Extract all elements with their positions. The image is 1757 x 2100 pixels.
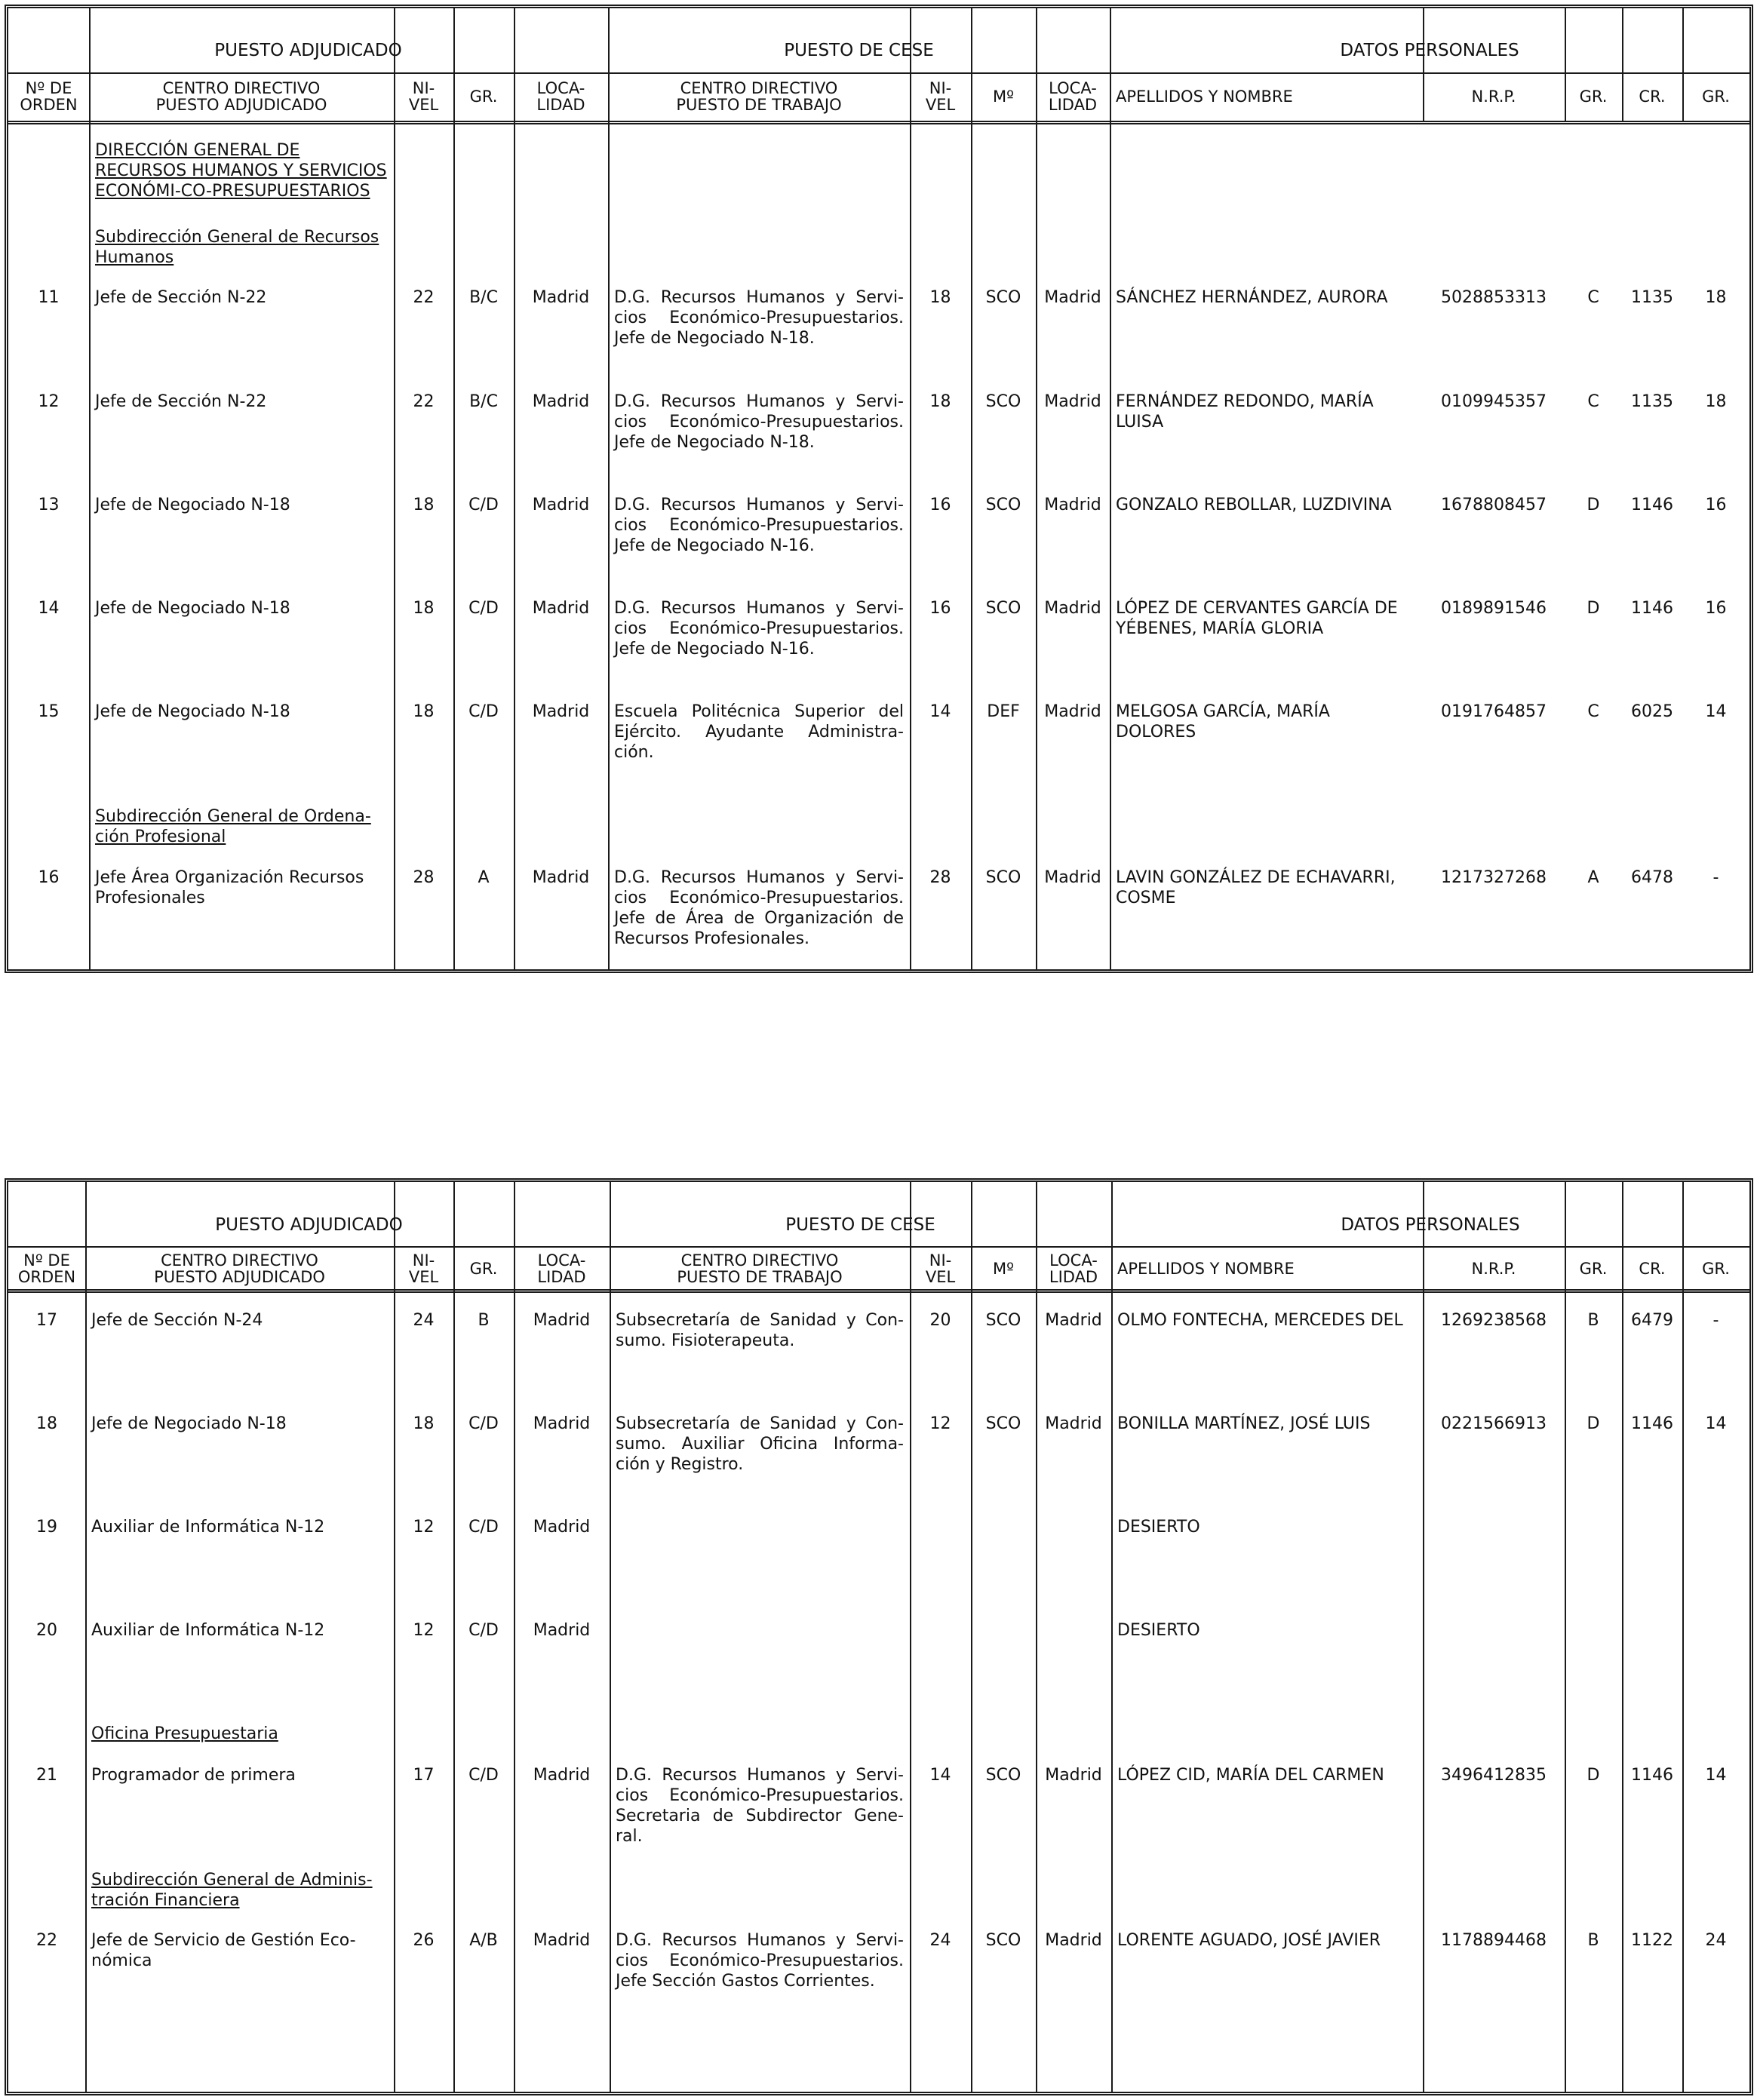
cell-cese: D.G. Recursos Humanos y Servi-cios Económico-Presupuestarios. Jefe de Negociado N-16. [614,496,904,555]
cell-nivel: 18 [413,496,435,514]
col-header-cr: CR. [1639,1260,1666,1278]
cell-localidad-cese: Madrid [1045,1766,1102,1785]
cell-nivel: 26 [413,1931,435,1950]
cell-gr-consolidado: 16 [1705,599,1727,618]
col-header-localidad-cese: LOCA- LIDAD [1048,79,1098,114]
col-header-localidad: LOCA- LIDAD [537,1251,586,1286]
cell-gr: A [478,868,490,887]
section-title: Subdirección General de Recursos Humanos [95,228,379,267]
cell-cese: D.G. Recursos Humanos y Servi-cios Económico-Presupuestarios. Jefe de Negociado N-16. [614,599,904,659]
cell-nombre: SÁNCHEZ HERNÁNDEZ, AURORA [1116,288,1388,307]
cell-gr-personal: B [1587,1931,1599,1950]
cell-nivel-cese: 24 [929,1931,951,1950]
cell-gr-consolidado: 18 [1705,288,1727,307]
cell-localidad: Madrid [533,1931,591,1950]
cell-gr: C/D [468,1518,499,1537]
table-row [8,598,1749,689]
cell-puesto: Programador de primera [91,1766,296,1785]
cell-cr: 1135 [1631,288,1673,307]
cell-nombre: MELGOSA GARCÍA, MARÍA DOLORES [1116,702,1330,741]
cell-puesto: Jefe de Servicio de Gestión Eco-nómica [91,1931,356,1970]
cell-cr: 1146 [1631,496,1673,514]
cell-localidad: Madrid [532,702,590,721]
cell-orden: 11 [38,288,60,307]
cell-cr: 6478 [1631,868,1673,887]
table-row [8,702,1749,792]
cell-orden: 13 [38,496,60,514]
column-divider [971,8,972,969]
cell-gr-consolidado: - [1712,868,1719,887]
col-header-gr-consolidado: GR. [1702,1260,1730,1278]
col-header-apellidos: APELLIDOS Y NOMBRE [1116,88,1293,106]
cell-gr-personal: D [1587,1414,1600,1433]
group-header-adjudicado: PUESTO ADJUDICADO [214,41,402,60]
cell-orden: 21 [36,1766,57,1785]
cell-gr-personal: D [1587,496,1600,514]
table-row [8,1310,1749,1393]
cell-puesto: Jefe de Negociado N-18 [91,1414,287,1433]
table-row [8,1765,1749,1856]
cell-cese: Subsecretaría de Sanidad y Con-sumo. Fisioterapeuta. [616,1311,904,1350]
cell-nombre: DESIERTO [1117,1518,1200,1537]
cell-nrp: 1269238568 [1441,1311,1547,1330]
cell-nombre: LORENTE AGUADO, JOSÉ JAVIER [1117,1931,1381,1950]
cell-localidad: Madrid [532,392,590,411]
cell-ministerio: SCO [985,599,1021,618]
cell-puesto: Jefe de Sección N-22 [95,392,267,411]
cell-cese: D.G. Recursos Humanos y Servi-cios Económico-Presupuestarios. Jefe de Negociado N-18. [614,392,904,452]
cell-nombre: GONZALO REBOLLAR, LUZDIVINA [1116,496,1392,514]
cell-localidad-cese: Madrid [1044,496,1101,514]
cell-nivel: 18 [413,1414,435,1433]
cell-gr-personal: D [1587,1766,1600,1785]
col-header-gr: GR. [469,88,498,106]
cell-gr-personal: A [1587,868,1599,887]
col-header-orden: Nº DE ORDEN [20,79,78,114]
cell-gr: B/C [469,392,498,411]
cell-ministerio: DEF [987,702,1020,721]
cell-puesto: Jefe de Negociado N-18 [95,599,290,618]
cell-ministerio: SCO [985,1931,1021,1950]
col-header-localidad-cese: LOCA- LIDAD [1049,1251,1098,1286]
cell-gr-consolidado: 24 [1705,1931,1727,1950]
cell-ministerio: SCO [985,288,1021,307]
cell-localidad: Madrid [532,288,590,307]
col-header-nivel-cese: NI- VEL [925,79,956,114]
table-row [8,1517,1749,1600]
cell-gr-personal: B [1587,1311,1599,1330]
cell-nrp: 1178894468 [1441,1931,1547,1950]
cell-nivel-cese: 18 [929,288,951,307]
column-divider [453,8,455,969]
col-header-nivel-cese: NI- VEL [925,1251,956,1286]
cell-nrp: 0189891546 [1441,599,1547,618]
column-divider [1110,8,1111,969]
column-divider [608,8,610,969]
cell-nivel: 22 [413,288,435,307]
cell-gr-consolidado: 18 [1705,392,1727,411]
cell-nrp: 0221566913 [1441,1414,1547,1433]
col-header-gr: GR. [469,1260,498,1278]
cell-cr: 1146 [1631,599,1673,618]
cell-localidad: Madrid [533,1518,591,1537]
col-header-localidad: LOCA- LIDAD [536,79,585,114]
cell-gr-consolidado: 16 [1705,496,1727,514]
cell-orden: 14 [38,599,60,618]
column-divider [910,8,911,969]
cell-ministerio: SCO [985,496,1021,514]
cell-nrp: 1217327268 [1441,868,1547,887]
cell-nrp: 3496412835 [1441,1766,1547,1785]
group-header-cese: PUESTO DE CESE [785,1215,935,1235]
cell-cr: 1146 [1631,1414,1673,1433]
col-header-nrp: N.R.P. [1471,1260,1516,1278]
cell-cr: 6025 [1631,702,1673,721]
cell-localidad: Madrid [532,496,590,514]
cell-nrp: 0109945357 [1441,392,1547,411]
cell-nivel: 22 [413,392,435,411]
cell-gr-personal: C [1587,288,1599,307]
cell-gr: C/D [468,1621,499,1640]
cell-gr: C/D [468,599,499,618]
table-1 [5,5,1753,973]
cell-gr-consolidado: - [1712,1311,1719,1330]
cell-nrp: 0191764857 [1441,702,1547,721]
cell-gr: C/D [468,1766,499,1785]
cell-ministerio: SCO [985,392,1021,411]
header-bottom-rule [8,1289,1749,1293]
cell-ministerio: SCO [985,1311,1021,1330]
cell-cese: D.G. Recursos Humanos y Servi-cios Económico-Presupuestarios. Jefe Sección Gastos Corrientes. [616,1931,904,1991]
cell-cese: Escuela Politécnica Superior del Ejército. Ayudante Administra-ción. [614,702,904,762]
cell-cr: 1146 [1631,1766,1673,1785]
cell-localidad: Madrid [533,1414,591,1433]
cell-nivel-cese: 14 [929,1766,951,1785]
cell-localidad-cese: Madrid [1045,1311,1102,1330]
col-header-ministerio: Mº [992,88,1014,106]
cell-localidad-cese: Madrid [1044,868,1101,887]
cell-nivel: 17 [413,1766,435,1785]
group-header-adjudicado: PUESTO ADJUDICADO [215,1215,403,1235]
cell-cese: D.G. Recursos Humanos y Servi-cios Económico-Presupuestarios. Jefe de Negociado N-18. [614,288,904,348]
cell-nombre: FERNÁNDEZ REDONDO, MARÍA LUISA [1116,392,1374,431]
cell-nrp: 5028853313 [1441,288,1547,307]
cell-gr-personal: C [1587,392,1599,411]
column-divider [1036,8,1037,969]
cell-nivel: 18 [413,702,435,721]
cell-gr: C/D [468,1414,499,1433]
col-header-gr-personal: GR. [1579,1260,1608,1278]
cell-localidad-cese: Madrid [1044,599,1101,618]
cell-gr: C/D [468,496,499,514]
cell-puesto: Auxiliar de Informática N-12 [91,1621,325,1640]
cell-ministerio: SCO [985,1766,1021,1785]
table-row [8,287,1749,378]
cell-nombre: OLMO FONTECHA, MERCEDES DEL [1117,1311,1403,1330]
cell-ministerio: SCO [985,868,1021,887]
table-row [8,867,1749,966]
cell-orden: 15 [38,702,60,721]
cell-localidad: Madrid [533,1621,591,1640]
col-header-centro-cese: CENTRO DIRECTIVO PUESTO DE TRABAJO [676,79,842,114]
cell-cr: 6479 [1631,1311,1673,1330]
cell-nombre: BONILLA MARTÍNEZ, JOSÉ LUIS [1117,1414,1371,1433]
cell-nivel-cese: 16 [929,496,951,514]
col-header-gr-personal: GR. [1579,88,1608,106]
cell-gr-personal: C [1587,702,1599,721]
cell-nombre: DESIERTO [1117,1621,1200,1640]
cell-nivel: 12 [413,1621,435,1640]
group-header-cese: PUESTO DE CESE [784,41,934,60]
cell-cese: Subsecretaría de Sanidad y Con-sumo. Auxiliar Oficina Informa-ción y Registro. [616,1414,904,1474]
cell-gr: C/D [468,702,499,721]
cell-gr-consolidado: 14 [1705,702,1727,721]
cell-orden: 20 [36,1621,57,1640]
col-header-centro-adjudicado: CENTRO DIRECTIVO PUESTO ADJUDICADO [155,79,327,114]
column-divider [514,8,515,969]
cell-localidad-cese: Madrid [1045,1414,1102,1433]
cell-orden: 12 [38,392,60,411]
cell-orden: 16 [38,868,60,887]
cell-localidad: Madrid [533,1766,591,1785]
cell-nombre: LÓPEZ DE CERVANTES GARCÍA DE YÉBENES, MARÍA GLORIA [1116,599,1398,638]
cell-nivel-cese: 28 [929,868,951,887]
cell-gr: B [478,1311,490,1330]
cell-cr: 1135 [1631,392,1673,411]
section-title: Subdirección General de Ordena-ción Profesional [95,807,371,846]
col-header-nivel: NI- VEL [408,79,439,114]
col-header-ministerio: Mº [992,1260,1014,1278]
cell-cese: D.G. Recursos Humanos y Servi-cios Económico-Presupuestarios. Jefe de Área de Organización de Recursos Profesionales. [614,868,904,948]
cell-puesto: Jefe de Sección N-22 [95,288,267,307]
table-row [8,1930,1749,2021]
cell-gr-consolidado: 14 [1705,1766,1727,1785]
cell-puesto: Jefe de Sección N-24 [91,1311,263,1330]
cell-localidad-cese: Madrid [1044,392,1101,411]
cell-puesto: Jefe Área Organización Recursos Profesionales [95,868,364,907]
cell-gr: B/C [469,288,498,307]
cell-puesto: Auxiliar de Informática N-12 [91,1518,325,1537]
cell-puesto: Jefe de Negociado N-18 [95,702,290,721]
cell-nivel: 24 [413,1311,435,1330]
cell-nombre: LAVIN GONZÁLEZ DE ECHAVARRI, COSME [1116,868,1396,907]
table-row [8,391,1749,482]
cell-gr-personal: D [1587,599,1600,618]
cell-cr: 1122 [1631,1931,1673,1950]
cell-nombre: LÓPEZ CID, MARÍA DEL CARMEN [1117,1766,1384,1785]
cell-nivel-cese: 12 [929,1414,951,1433]
group-header-personales: DATOS PERSONALES [1341,1215,1520,1235]
section-title: DIRECCIÓN GENERAL DE RECURSOS HUMANOS Y SERVICIOS ECONÓMI-CO-PRESUPUESTARIOS [95,141,387,201]
col-header-nivel: NI- VEL [408,1251,439,1286]
cell-orden: 17 [36,1311,57,1330]
section-title: Oficina Presupuestaria [91,1724,278,1743]
table-row [8,495,1749,585]
table-2 [5,1178,1753,2095]
col-header-orden: Nº DE ORDEN [17,1251,76,1286]
cell-localidad-cese: Madrid [1044,288,1101,307]
cell-ministerio: SCO [985,1414,1021,1433]
cell-localidad-cese: Madrid [1045,1931,1102,1950]
cell-cese: D.G. Recursos Humanos y Servi-cios Económico-Presupuestarios. Secretaria de Subdirector Gene-ral. [616,1766,904,1846]
cell-localidad-cese: Madrid [1044,702,1101,721]
cell-localidad: Madrid [533,1311,591,1330]
cell-localidad: Madrid [532,868,590,887]
cell-orden: 19 [36,1518,57,1537]
col-header-cr: CR. [1639,88,1666,106]
header-divider [8,72,1749,74]
cell-nivel-cese: 18 [929,392,951,411]
cell-nivel: 28 [413,868,435,887]
cell-localidad: Madrid [532,599,590,618]
col-header-nrp: N.R.P. [1471,88,1516,106]
cell-gr-consolidado: 14 [1705,1414,1727,1433]
col-header-gr-consolidado: GR. [1702,88,1730,106]
cell-puesto: Jefe de Negociado N-18 [95,496,290,514]
cell-nivel: 12 [413,1518,435,1537]
group-header-personales: DATOS PERSONALES [1340,41,1519,60]
cell-nivel-cese: 16 [929,599,951,618]
cell-nrp: 1678808457 [1441,496,1547,514]
header-divider [8,1246,1749,1248]
cell-nivel: 18 [413,599,435,618]
col-header-apellidos: APELLIDOS Y NOMBRE [1117,1260,1295,1278]
cell-gr: A/B [469,1931,498,1950]
column-divider [394,8,395,969]
col-header-centro-cese: CENTRO DIRECTIVO PUESTO DE TRABAJO [677,1251,843,1286]
table-row [8,1620,1749,1703]
cell-orden: 18 [36,1414,57,1433]
header-bottom-rule [8,121,1749,124]
cell-nivel-cese: 14 [929,702,951,721]
section-title: Subdirección General de Adminis-tración Financiera [91,1871,373,1910]
cell-orden: 22 [36,1931,57,1950]
col-header-centro-adjudicado: CENTRO DIRECTIVO PUESTO ADJUDICADO [154,1251,325,1286]
cell-nivel-cese: 20 [929,1311,951,1330]
table-row [8,1414,1749,1497]
